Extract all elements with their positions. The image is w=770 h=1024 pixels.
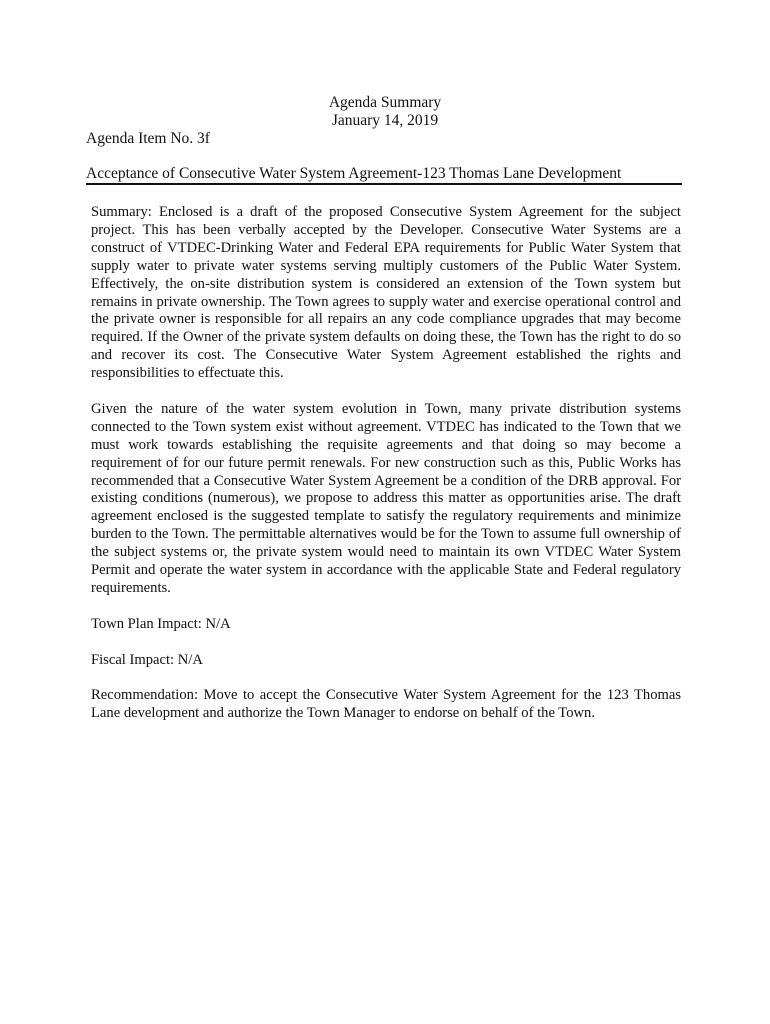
background-paragraph: Given the nature of the water system evolution in Town, many private distribution systems connected to the Town system exist without agreement. VTDEC has indicated to the Town that we must work towards establishing the requisite agreements and that doing so may become a requirement of for our future permit renewals. For new construction such as this, Public Works has recommended that a Consecutive Water System Agreement be a condition of the DRB approval. For existing conditions (numerous), we propose to address this matter as opportunities arise. The draft agreement enclosed is the suggested template to satisfy the regulatory requirements and minimize burden to the Town. The permittable alternatives would be for the Town to assume full ownership of the subject systems or, the private system would need to maintain its own VTDEC Water System Permit and operate the water system in accordance with the applicable State and Federal regulatory requirements. [91, 400, 681, 597]
agenda-item-number: Agenda Item No. 3f [86, 130, 210, 147]
agenda-subject: Acceptance of Consecutive Water System Agreement-123 Thomas Lane Development [86, 165, 622, 182]
document-body [91, 204, 681, 741]
fiscal-impact: Fiscal Impact: N/A [91, 651, 203, 668]
summary-paragraph: Summary: Enclosed is a draft of the proposed Consecutive System Agreement for the subject project. This has been verbally accepted by the Developer. Consecutive Water Systems are a construct of VTDEC-Drinking Water and Federal EPA requirements for Public Water System that supply water to private water systems serving multiply customers of the Public Water System. Effectively, the on-site distribution system is considered an extension of the Town system but remains in private ownership. The Town agrees to supply water and exercise operational control and the private owner is responsible for all repairs an any code compliance upgrades that may become required. If the Owner of the private system defaults on doing these, the Town has the right to do so and recover its cost. The Consecutive Water System Agreement established the rights and responsibilities to effectuate this. [91, 204, 681, 382]
recommendation-paragraph: Recommendation: Move to accept the Consecutive Water System Agreement for the 123 Thomas Lane development and authorize the Town Manager to endorse on behalf of the Town. [91, 687, 681, 722]
subject-underline [86, 183, 682, 185]
town-plan-impact: Town Plan Impact: N/A [91, 615, 231, 632]
document-date: January 14, 2019 [331, 112, 439, 129]
document-title: Agenda Summary [328, 94, 442, 111]
